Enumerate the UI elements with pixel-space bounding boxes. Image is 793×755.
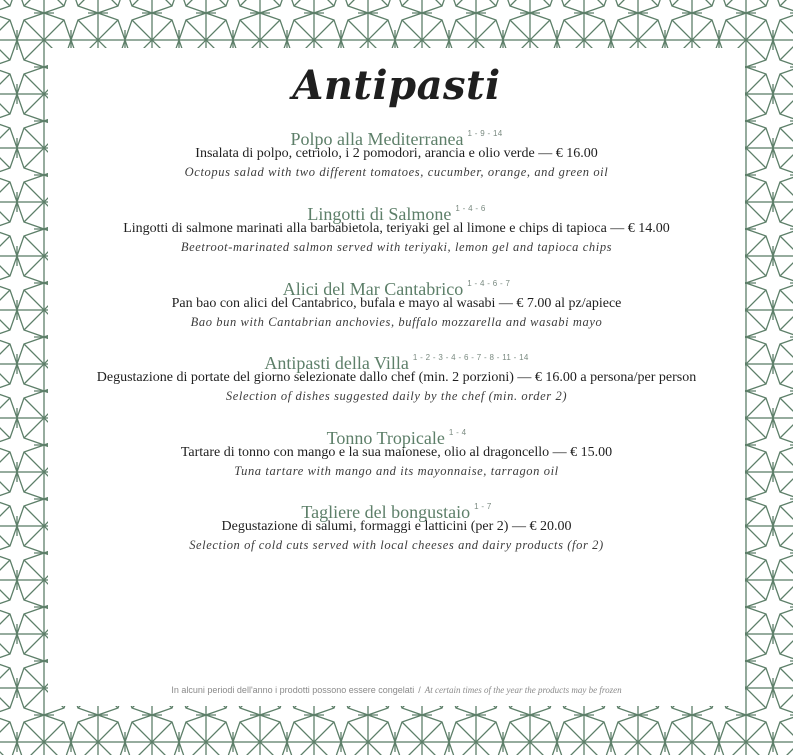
dish-name: Tagliere del bongustaio $^{1 - 7}$ [301,502,492,522]
dish-description-en: Selection of dishes suggested daily by the chef (min. order 2) [225,389,568,403]
dish-description-en: Tuna tartare with mango and its mayonnaise, tarragon oil [234,464,559,478]
dish-name: Polpo alla Mediterranea $^{1 - 9 - 14}$ [290,129,503,149]
dish-name: Lingotti di Salmone $^{1 - 4 - 6}$ [307,204,486,224]
dish-description-en: Octopus salad with two different tomatoes, cucumber, orange, and green oil [184,165,609,179]
footer-note-en: At certain times of the year the products may be frozen [424,685,622,695]
menu-item [0,199,793,255]
dish-description-it: Degustazione di portate del giorno selezionate dallo chef (min. 2 porzioni) — € 16.00 a persona/per person [96,370,697,385]
allergen-codes: 1 - 4 [448,428,467,437]
dish-description-en: Beetroot-marinated salmon served with teriyaki, lemon gel and tapioca chips [180,240,613,254]
footer-note-it: In alcuni periodi dell'anno i prodotti possono essere congelati [171,685,415,695]
dish-description-en: Selection of cold cuts served with local cheeses and dairy products (for 2) [189,538,604,552]
dish-name: Alici del Mar Cantabrico $^{1 - 4 - 6 - 7}$ [282,279,511,299]
menu-item [0,348,793,404]
dish-name: Antipasti della Villa $^{1 - 2 - 3 - 4 - 6 - 7 - 8 - 11 - 14}$ [264,353,529,373]
menu-item [0,423,793,479]
dish-description-it: Lingotti di salmone marinati alla barbabietola, teriyaki gel al limone e chips di tapioca — € 14.00 [123,221,670,236]
dish-description-it: Degustazione di salumi, formaggi e latticini (per 2) — € 20.00 [221,519,572,534]
menu-title: Antipasti [292,62,501,109]
allergen-codes: 1 - 2 - 3 - 4 - 6 - 7 - 8 - 11 - 14 [412,353,529,362]
dish-description-it: Insalata di polpo, cetriolo, i 2 pomodori, arancia e olio verde — € 16.00 [195,146,598,161]
allergen-codes: 1 - 9 - 14 [467,129,503,138]
dish-description-it: Pan bao con alici del Cantabrico, bufala e mayo al wasabi — € 7.00 al pz/apiece [171,296,622,311]
dish-description-it: Tartare di tonno con mango e la sua maionese, olio al dragoncello — € 15.00 [180,445,613,460]
menu-item [0,124,793,180]
allergen-codes: 1 - 7 [474,502,492,511]
allergen-codes: 1 - 4 - 6 [455,204,486,213]
menu-item [0,274,793,330]
footer-separator: / [418,685,421,695]
allergen-codes: 1 - 4 - 6 - 7 [467,279,511,288]
dish-description-en: Bao bun with Cantabrian anchovies, buffalo mozzarella and wasabi mayo [190,315,603,329]
menu-item [0,497,793,553]
frozen-products-note [0,685,793,695]
dish-name: Tonno Tropicale $^{1 - 4}$ [326,428,467,448]
